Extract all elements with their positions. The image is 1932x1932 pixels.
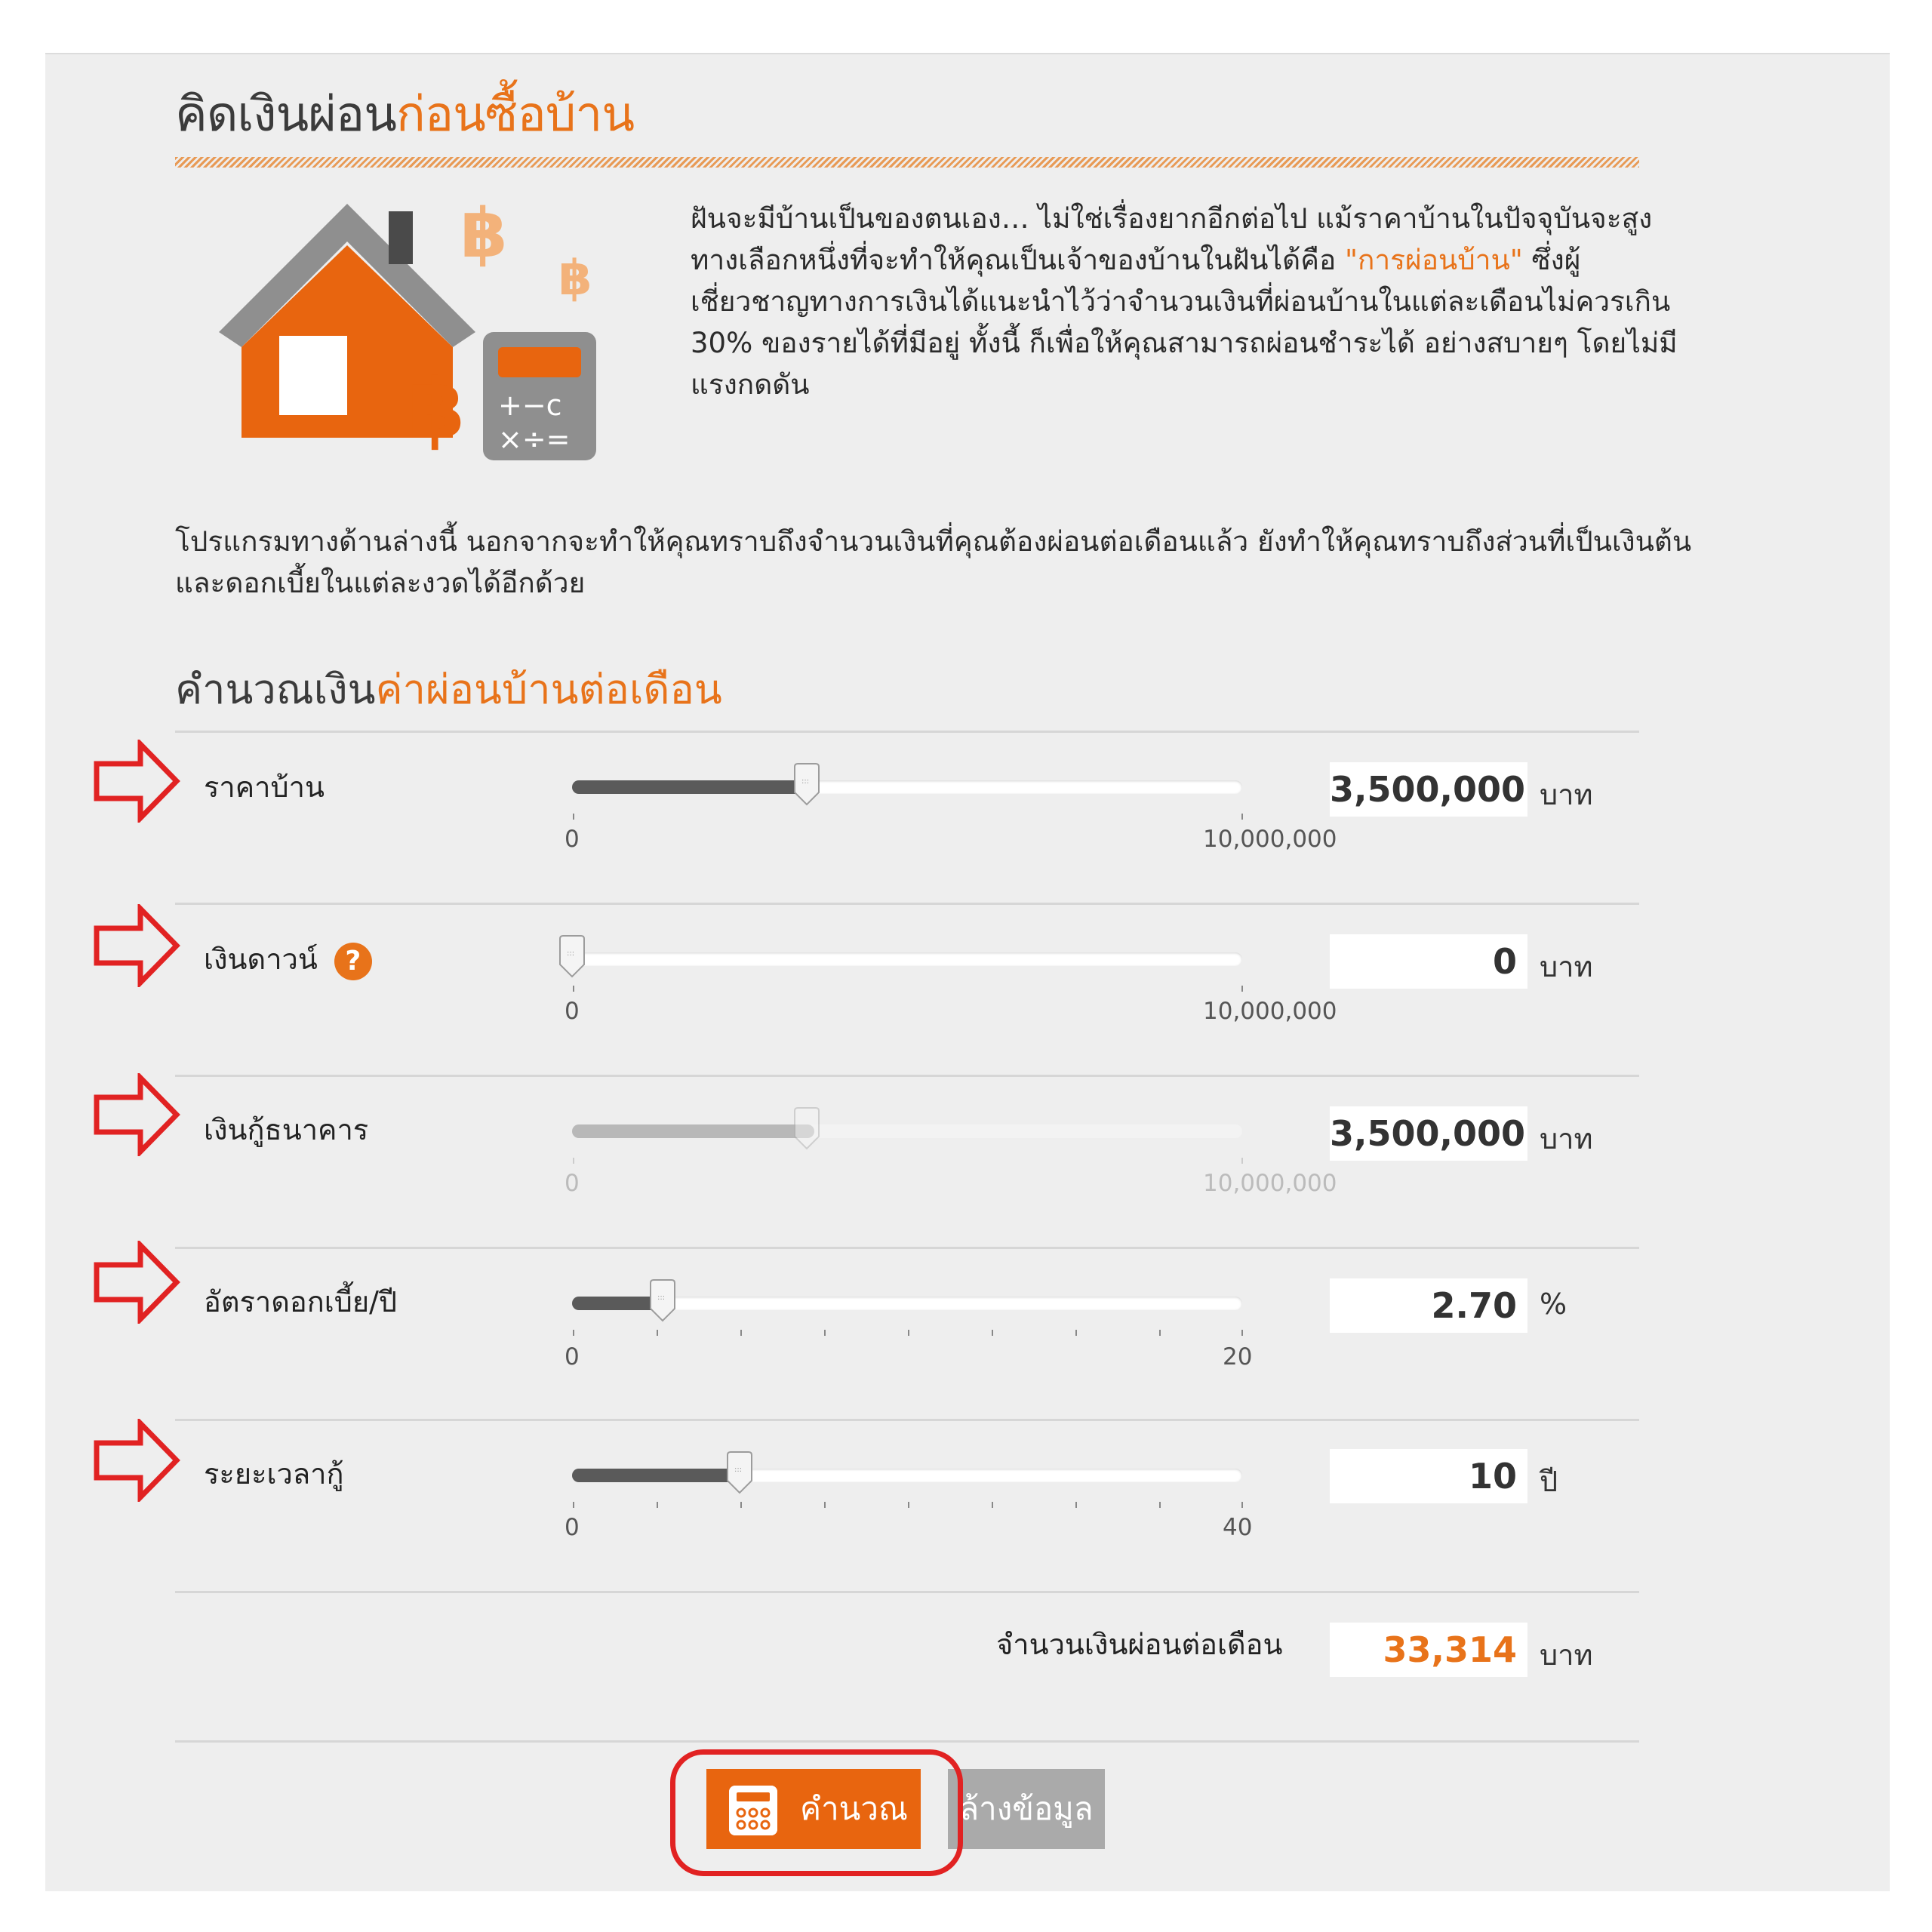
slider-min-label: 0 bbox=[565, 1170, 580, 1197]
slider-max-label: 20 bbox=[1223, 1343, 1253, 1371]
slider-tick bbox=[740, 1330, 742, 1336]
down-payment-field[interactable]: 0 bbox=[1330, 934, 1527, 989]
calculator-icon bbox=[483, 332, 596, 460]
slider-tick bbox=[657, 1330, 658, 1336]
svg-text:฿: ฿ bbox=[460, 194, 508, 273]
clear-button[interactable]: ล้างข้อมูล bbox=[948, 1769, 1105, 1849]
slider-tick bbox=[1075, 1502, 1077, 1508]
divider bbox=[175, 903, 1639, 905]
arrow-annotation-icon bbox=[92, 1419, 181, 1502]
title-divider bbox=[175, 157, 1639, 168]
down-payment-slider[interactable] bbox=[567, 949, 1242, 966]
divider bbox=[175, 1740, 1639, 1743]
house-calculator-illustration bbox=[204, 189, 657, 475]
slider-handle[interactable] bbox=[557, 934, 587, 984]
loan-term-field[interactable]: 10 bbox=[1330, 1449, 1527, 1503]
program-description: โปรแกรมทางด้านล่างนี้ นอกจากจะทำให้คุณทราบถึงจำนวนเงินที่คุณต้องผ่อนต่อเดือนแล้ว ยังทำให้คุณทราบถึงส่วนที่เป็นเงินต้นและดอกเบี้ยในแต่ละงวดได้อีกด้วย bbox=[175, 525, 1692, 599]
svg-text::::: ::: bbox=[567, 949, 575, 958]
slider-tick bbox=[992, 1502, 993, 1508]
interest-rate-field[interactable]: 2.70 bbox=[1330, 1278, 1527, 1333]
svg-text:฿: ฿ bbox=[558, 251, 592, 306]
slider-tick bbox=[573, 986, 574, 992]
slider-handle bbox=[792, 1106, 822, 1156]
slider-min-label: 0 bbox=[565, 1514, 580, 1541]
house-price-field[interactable]: 3,500,000 bbox=[1330, 762, 1527, 817]
down-payment-unit: บาท bbox=[1540, 950, 1593, 983]
arrow-annotation-icon bbox=[92, 904, 181, 987]
slider-handle[interactable] bbox=[724, 1451, 755, 1500]
help-icon[interactable]: ? bbox=[334, 943, 372, 980]
slider-tick bbox=[573, 1158, 574, 1164]
intro-text-2: ซึ่งผู้เชี่ยวชาญทางการเงินได้แนะนำไว้ว่าจำนวนเงินที่ผ่อนบ้านในแต่ละเดือนไม่ควรเกิน 30% ของรายได้ที่มีอยู่ ทั้งนี้ ก็เพื่อให้คุณสามารถผ่อนชำระได้ อย่างสบายๆ โดยไม่มีแรงกดดัน bbox=[691, 244, 1678, 401]
slider-tick bbox=[1159, 1330, 1161, 1336]
slider-min-label: 0 bbox=[565, 998, 580, 1025]
slider-tick bbox=[992, 1330, 993, 1336]
calculator-title-part1: คำนวณเงิน bbox=[175, 666, 376, 713]
slider-min-label: 0 bbox=[565, 1343, 580, 1371]
slider-tick bbox=[657, 1502, 658, 1508]
down-payment-label bbox=[204, 936, 372, 982]
svg-text:฿: ฿ bbox=[408, 361, 466, 457]
loan-term-slider[interactable] bbox=[572, 1466, 1242, 1482]
down-payment-label-text: เงินดาวน์ bbox=[204, 943, 318, 976]
slider-tick bbox=[740, 1502, 742, 1508]
title-part2: ก่อนซื้อบ้าน bbox=[395, 87, 635, 143]
divider bbox=[175, 1419, 1639, 1421]
slider-tick bbox=[1241, 986, 1243, 992]
bank-loan-field: 3,500,000 bbox=[1330, 1106, 1527, 1161]
slider-tick bbox=[573, 814, 574, 820]
bank-loan-unit: บาท bbox=[1540, 1122, 1593, 1155]
intro-paragraph bbox=[691, 198, 1687, 405]
svg-text::::: ::: bbox=[734, 1466, 743, 1474]
annotation-highlight-box bbox=[670, 1749, 963, 1876]
slider-tick bbox=[1241, 1502, 1243, 1508]
loan-term-label: ระยะเวลากู้ bbox=[204, 1457, 344, 1491]
arrow-annotation-icon bbox=[92, 740, 181, 823]
slider-max-label: 10,000,000 bbox=[1203, 998, 1337, 1025]
arrow-annotation-icon bbox=[92, 1241, 181, 1324]
slider-fill bbox=[572, 780, 814, 794]
divider bbox=[175, 1591, 1639, 1593]
slider-max-label: 40 bbox=[1223, 1514, 1253, 1541]
slider-min-label: 0 bbox=[565, 826, 580, 853]
monthly-payment-label: จำนวนเงินผ่อนต่อเดือน bbox=[996, 1628, 1283, 1661]
page-title bbox=[175, 75, 634, 152]
calculator-title bbox=[175, 657, 722, 721]
svg-text::::: ::: bbox=[801, 777, 809, 786]
divider bbox=[175, 1247, 1639, 1249]
svg-text:+−c: +−c bbox=[498, 389, 562, 422]
arrow-annotation-icon bbox=[92, 1073, 181, 1156]
slider-tick bbox=[573, 1330, 574, 1336]
divider bbox=[175, 731, 1639, 733]
svg-text::::: ::: bbox=[657, 1294, 665, 1302]
slider-tick bbox=[1241, 1330, 1243, 1336]
slider-tick bbox=[908, 1502, 909, 1508]
monthly-payment-unit: บาท bbox=[1540, 1638, 1593, 1672]
house-price-unit: บาท bbox=[1540, 778, 1593, 811]
house-price-slider[interactable] bbox=[572, 777, 1242, 794]
house-price-label: ราคาบ้าน bbox=[204, 771, 325, 804]
slider-fill bbox=[572, 1469, 747, 1482]
svg-text:×÷=: ×÷= bbox=[498, 423, 571, 456]
intro-highlight: "การผ่อนบ้าน" bbox=[1344, 244, 1523, 276]
slider-handle[interactable] bbox=[792, 762, 822, 812]
bank-loan-label: เงินกู้ธนาคาร bbox=[204, 1113, 369, 1146]
slider-tick bbox=[824, 1502, 826, 1508]
bank-loan-slider bbox=[572, 1124, 1242, 1138]
divider bbox=[175, 1075, 1639, 1077]
slider-tick bbox=[573, 1502, 574, 1508]
slider-tick bbox=[824, 1330, 826, 1336]
slider-tick bbox=[1241, 1158, 1243, 1164]
intro-text-1: ฝันจะมีบ้านเป็นของตนเอง… ไม่ใช่เรื่องยากอีกต่อไป แม้ราคาบ้านในปัจจุบันจะสูง ทางเลือกหนึ่งที่จะทำให้คุณเป็นเจ้าของบ้านในฝันได้คือ bbox=[691, 202, 1653, 276]
monthly-payment-value: 33,314 bbox=[1330, 1623, 1527, 1677]
slider-tick bbox=[1159, 1502, 1161, 1508]
slider-tick bbox=[1241, 814, 1243, 820]
interest-rate-unit: % bbox=[1540, 1287, 1567, 1321]
slider-tick bbox=[1075, 1330, 1077, 1336]
interest-rate-label: อัตราดอกเบี้ย/ปี bbox=[204, 1285, 398, 1318]
calculate-button-label: คำนวณ bbox=[800, 1790, 908, 1827]
slider-tick bbox=[908, 1330, 909, 1336]
title-part1: คิดเงินผ่อน bbox=[175, 87, 396, 143]
slider-max-label: 10,000,000 bbox=[1203, 826, 1337, 853]
interest-rate-slider[interactable] bbox=[572, 1294, 1242, 1310]
slider-max-label: 10,000,000 bbox=[1203, 1170, 1337, 1197]
loan-term-unit: ปี bbox=[1540, 1465, 1558, 1498]
calculator-title-part2: ค่าผ่อนบ้านต่อเดือน bbox=[375, 666, 722, 713]
slider-handle[interactable] bbox=[648, 1278, 678, 1328]
slider-fill bbox=[572, 1124, 814, 1138]
